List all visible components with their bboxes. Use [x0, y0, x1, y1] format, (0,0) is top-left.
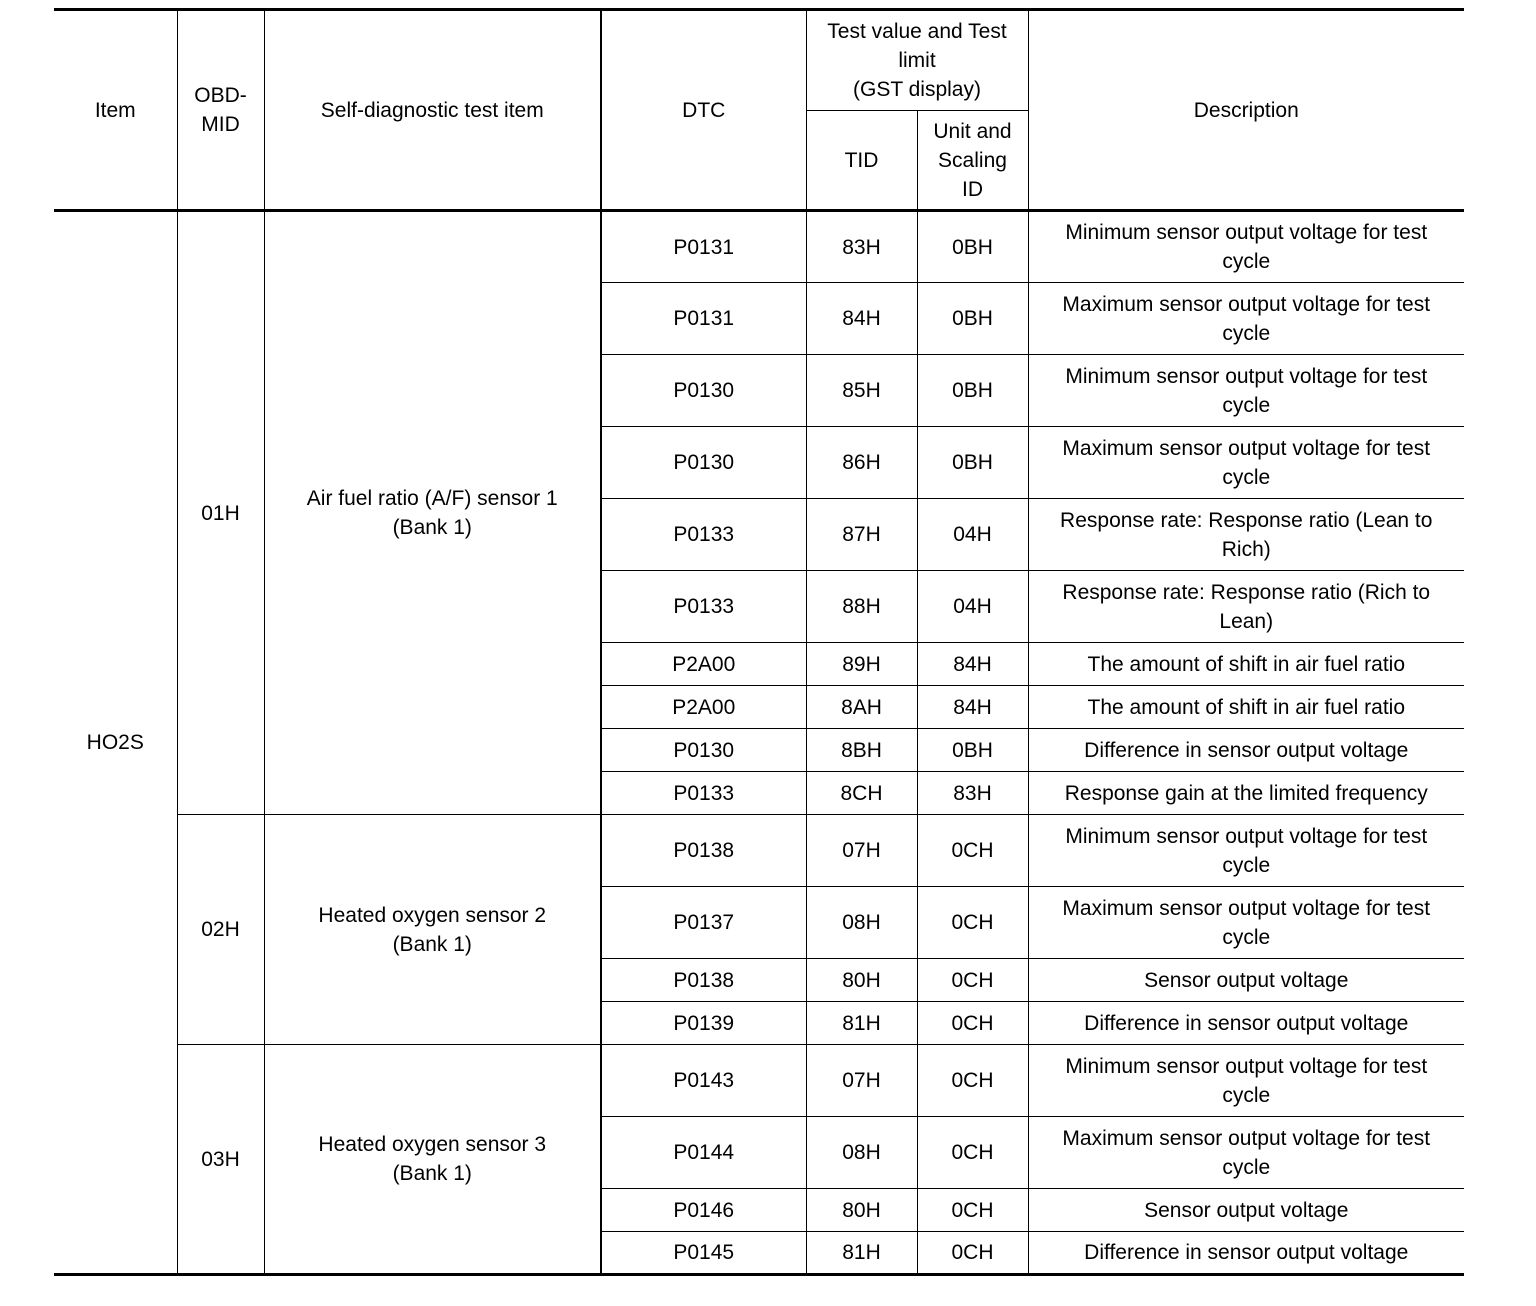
description-line: cycle	[1222, 1083, 1271, 1107]
tid-cell-text: 8BH	[841, 738, 882, 762]
description-line: Difference in sensor output voltage	[1084, 1241, 1409, 1264]
header-dtc: DTC	[601, 10, 806, 211]
unit-scaling-cell	[917, 1117, 1028, 1189]
tid-cell	[806, 959, 917, 1002]
description-cell	[1028, 887, 1464, 959]
description-line: cycle	[1222, 250, 1271, 273]
header-self-diagnostic-test-item: Self-diagnostic test item	[264, 10, 601, 211]
unit-scaling-cell-text: 0CH	[951, 1241, 994, 1264]
description-cell	[1028, 959, 1464, 1002]
table-row	[54, 1045, 1464, 1117]
dtc-cell-text: P0130	[673, 451, 735, 474]
unit-scaling-cell	[917, 571, 1028, 643]
dtc-cell	[601, 355, 806, 427]
dtc-cell	[601, 772, 806, 815]
description-line: Maximum sensor output voltage for test	[1062, 896, 1431, 920]
description-line: cycle	[1222, 321, 1271, 345]
test-item-cell	[264, 211, 601, 815]
dtc-cell-text: P0133	[673, 595, 735, 618]
tid-cell	[806, 643, 917, 686]
unit-scaling-cell	[917, 283, 1028, 355]
description-cell	[1028, 772, 1464, 815]
test-item-line: (Bank 1)	[392, 1162, 472, 1185]
description-line: Minimum sensor output voltage for test	[1065, 1054, 1428, 1078]
tid-cell-text: 07H	[842, 1069, 881, 1092]
dtc-cell-text: P0133	[673, 523, 735, 546]
test-item-line: Heated oxygen sensor 3	[318, 1133, 547, 1156]
dtc-cell	[601, 887, 806, 959]
obd-mid-cell	[177, 815, 264, 1045]
unit-scaling-cell	[917, 643, 1028, 686]
unit-scaling-cell-text: 84H	[953, 652, 992, 676]
tid-cell	[806, 283, 917, 355]
tid-cell-text: 89H	[842, 652, 881, 676]
description-cell	[1028, 427, 1464, 499]
description-line: Sensor output voltage	[1144, 1198, 1349, 1222]
unit-scaling-cell-text: 0BH	[952, 307, 993, 330]
tid-cell	[806, 427, 917, 499]
dtc-cell	[601, 686, 806, 729]
unit-scaling-cell	[917, 499, 1028, 571]
tid-cell-text: 83H	[842, 235, 881, 259]
dtc-cell-text: P0146	[673, 1198, 735, 1222]
header-unit-scaling-id: Unit and Scaling ID	[917, 111, 1028, 211]
description-line: Maximum sensor output voltage for test	[1062, 436, 1431, 460]
dtc-cell-text: P2A00	[672, 652, 736, 676]
table-body	[54, 211, 1464, 1275]
description-cell	[1028, 686, 1464, 729]
dtc-cell-text: P0143	[673, 1069, 735, 1092]
tid-cell-text: 08H	[842, 1141, 881, 1164]
description-line: The amount of shift in air fuel ratio	[1087, 695, 1405, 719]
tid-cell-text: 8AH	[841, 695, 882, 719]
unit-scaling-cell	[917, 887, 1028, 959]
dtc-cell	[601, 643, 806, 686]
description-cell	[1028, 1045, 1464, 1117]
unit-scaling-cell-text: 83H	[953, 781, 992, 805]
tid-cell	[806, 1045, 917, 1117]
description-line: Difference in sensor output voltage	[1084, 1011, 1409, 1035]
item-cell-text: HO2S	[86, 731, 144, 754]
dtc-cell	[601, 211, 806, 283]
tid-cell	[806, 1117, 917, 1189]
description-line: Minimum sensor output voltage for test	[1065, 221, 1428, 244]
unit-scaling-cell	[917, 729, 1028, 772]
dtc-cell	[601, 815, 806, 887]
description-line: Response rate: Response ratio (Lean to	[1060, 508, 1433, 532]
dtc-cell-text: P0145	[673, 1241, 735, 1264]
test-item-cell	[264, 815, 601, 1045]
unit-scaling-cell	[917, 1189, 1028, 1232]
unit-scaling-cell	[917, 772, 1028, 815]
dtc-cell	[601, 427, 806, 499]
dtc-cell-text: P0144	[673, 1141, 735, 1164]
dtc-cell	[601, 1002, 806, 1045]
dtc-cell-text: P2A00	[672, 695, 736, 719]
test-item-cell	[264, 1045, 601, 1275]
tid-cell-text: 07H	[842, 839, 881, 862]
unit-scaling-cell-text: 0CH	[951, 968, 994, 992]
unit-scaling-cell-text: 0BH	[952, 451, 993, 474]
obd-mid-cell-text: 02H	[201, 918, 240, 941]
dtc-cell-text: P0130	[673, 738, 735, 762]
description-line: cycle	[1222, 925, 1271, 949]
tid-cell	[806, 499, 917, 571]
table-row	[54, 211, 1464, 283]
dtc-cell-text: P0131	[673, 235, 735, 259]
dtc-cell	[601, 1232, 806, 1275]
item-cell	[54, 211, 177, 1275]
tid-cell-text: 86H	[842, 451, 881, 474]
tid-cell	[806, 355, 917, 427]
dtc-cell	[601, 283, 806, 355]
dtc-cell-text: P0130	[673, 379, 735, 402]
unit-scaling-cell-text: 0BH	[952, 738, 993, 762]
obd-mid-cell	[177, 1045, 264, 1275]
test-item-line: (Bank 1)	[392, 932, 472, 956]
description-cell	[1028, 571, 1464, 643]
tid-cell	[806, 571, 917, 643]
dtc-cell	[601, 499, 806, 571]
unit-scaling-cell	[917, 815, 1028, 887]
dtc-cell-text: P0138	[673, 968, 735, 992]
unit-scaling-cell-text: 04H	[953, 523, 992, 546]
tid-cell-text: 81H	[842, 1241, 881, 1264]
unit-scaling-cell-text: 0CH	[951, 1011, 994, 1035]
description-line: cycle	[1222, 853, 1271, 877]
description-cell	[1028, 1232, 1464, 1275]
unit-scaling-cell-text: 0CH	[951, 839, 994, 862]
tid-cell-text: 85H	[842, 379, 881, 402]
tid-cell	[806, 887, 917, 959]
description-cell	[1028, 1002, 1464, 1045]
description-line: cycle	[1222, 465, 1271, 489]
description-line: Response rate: Response ratio (Rich to	[1062, 580, 1431, 604]
description-line: Response gain at the limited frequency	[1064, 781, 1428, 805]
tid-cell	[806, 815, 917, 887]
description-cell	[1028, 815, 1464, 887]
tid-cell-text: 8CH	[840, 781, 883, 805]
header-item: Item	[54, 10, 177, 211]
description-line: cycle	[1222, 1155, 1271, 1179]
unit-scaling-cell	[917, 1045, 1028, 1117]
unit-scaling-cell-text: 0CH	[951, 1141, 994, 1164]
header-description: Description	[1028, 10, 1464, 211]
description-cell	[1028, 355, 1464, 427]
description-line: Maximum sensor output voltage for test	[1062, 1126, 1431, 1150]
unit-scaling-cell	[917, 1002, 1028, 1045]
unit-scaling-cell-text: 0BH	[952, 379, 993, 402]
tid-cell	[806, 1002, 917, 1045]
description-line: Lean)	[1219, 609, 1274, 633]
unit-scaling-cell	[917, 211, 1028, 283]
obd-mid-cell-text: 01H	[201, 501, 240, 525]
dtc-cell	[601, 571, 806, 643]
tid-cell	[806, 729, 917, 772]
description-line: Maximum sensor output voltage for test	[1062, 292, 1431, 316]
unit-scaling-cell	[917, 959, 1028, 1002]
unit-scaling-cell-text: 84H	[953, 695, 992, 719]
obd-mid-cell	[177, 211, 264, 815]
description-cell	[1028, 1189, 1464, 1232]
description-line: Minimum sensor output voltage for test	[1065, 364, 1428, 388]
dtc-cell	[601, 1045, 806, 1117]
tid-cell-text: 84H	[842, 307, 881, 330]
table-row	[54, 815, 1464, 887]
unit-scaling-cell-text: 0CH	[951, 1069, 994, 1092]
description-cell	[1028, 1117, 1464, 1189]
description-cell	[1028, 211, 1464, 283]
tid-cell	[806, 1189, 917, 1232]
description-cell	[1028, 643, 1464, 686]
dtc-cell-text: P0131	[673, 307, 735, 330]
header-obd-mid: OBD- MID	[177, 10, 264, 211]
description-cell	[1028, 283, 1464, 355]
dtc-cell	[601, 729, 806, 772]
unit-scaling-cell-text: 04H	[953, 595, 992, 618]
description-cell	[1028, 729, 1464, 772]
test-item-line: Heated oxygen sensor 2	[318, 903, 547, 927]
unit-scaling-cell	[917, 355, 1028, 427]
tid-cell	[806, 211, 917, 283]
test-item-line: (Bank 1)	[392, 516, 472, 539]
header-tid: TID	[806, 111, 917, 211]
description-cell	[1028, 499, 1464, 571]
tid-cell	[806, 686, 917, 729]
obd-test-table	[54, 8, 1464, 1276]
unit-scaling-cell	[917, 1232, 1028, 1275]
dtc-cell-text: P0138	[673, 839, 735, 862]
test-item-line: Air fuel ratio (A/F) sensor 1	[306, 487, 558, 510]
unit-scaling-cell-text: 0BH	[952, 235, 993, 259]
dtc-cell-text: P0139	[673, 1011, 735, 1035]
tid-cell	[806, 772, 917, 815]
table-header	[54, 10, 1464, 211]
tid-cell-text: 81H	[842, 1011, 881, 1035]
unit-scaling-cell	[917, 427, 1028, 499]
description-line: cycle	[1222, 393, 1271, 417]
dtc-cell	[601, 1117, 806, 1189]
description-line: Difference in sensor output voltage	[1084, 738, 1409, 762]
tid-cell-text: 08H	[842, 911, 881, 934]
header-test-value: Test value and Test limit (GST display)	[806, 10, 1028, 111]
dtc-cell	[601, 959, 806, 1002]
description-line: Minimum sensor output voltage for test	[1065, 824, 1428, 848]
tid-cell-text: 80H	[842, 968, 881, 992]
tid-cell	[806, 1232, 917, 1275]
tid-cell-text: 88H	[842, 595, 881, 618]
dtc-cell	[601, 1189, 806, 1232]
unit-scaling-cell	[917, 686, 1028, 729]
unit-scaling-cell-text: 0CH	[951, 911, 994, 934]
tid-cell-text: 87H	[842, 523, 881, 546]
description-line: Sensor output voltage	[1144, 968, 1349, 992]
dtc-cell-text: P0133	[673, 781, 735, 805]
dtc-cell-text: P0137	[673, 911, 735, 934]
description-line: The amount of shift in air fuel ratio	[1087, 652, 1405, 676]
unit-scaling-cell-text: 0CH	[951, 1198, 994, 1222]
description-line: Rich)	[1221, 537, 1271, 561]
tid-cell-text: 80H	[842, 1198, 881, 1222]
obd-mid-cell-text: 03H	[201, 1147, 240, 1171]
